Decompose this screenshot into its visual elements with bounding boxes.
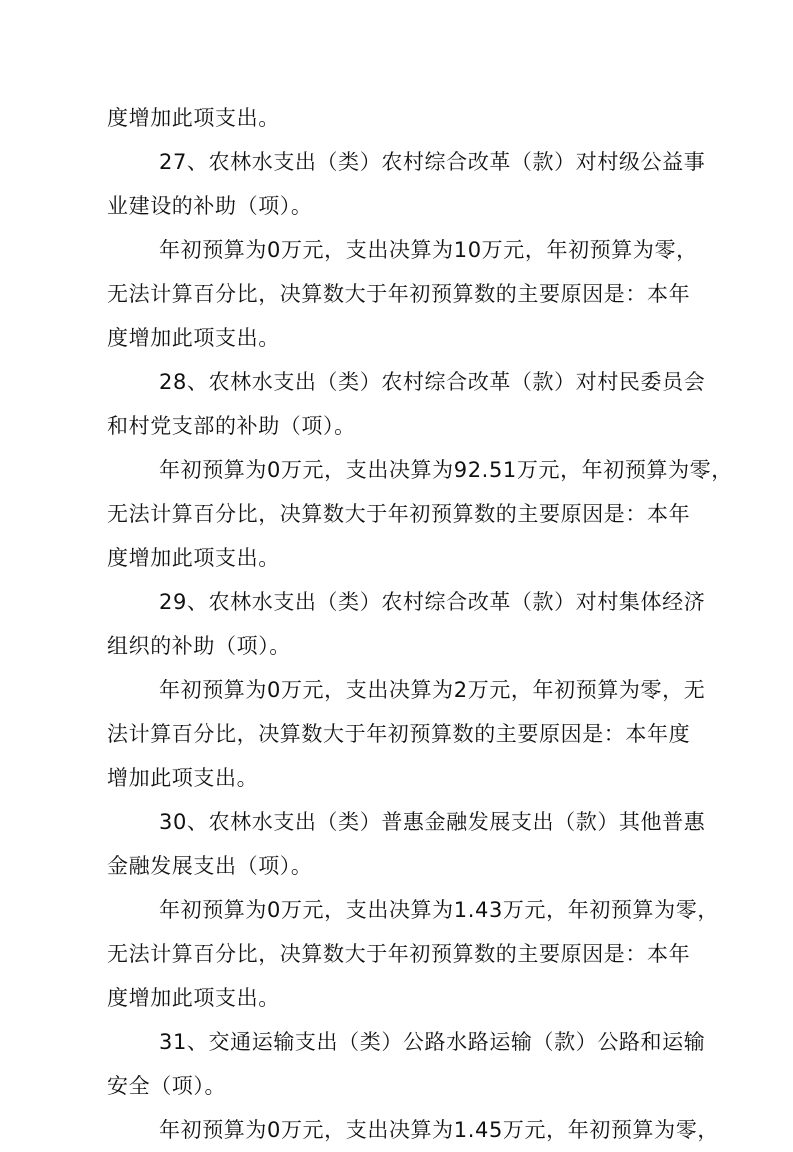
paragraph-start: 年初预算为0万元，支出决算为1.43万元，年初预算为零， bbox=[159, 898, 719, 922]
text-line: 业建设的补助（项）。 bbox=[107, 194, 313, 218]
paragraph-start: 年初预算为0万元，支出决算为10万元，年初预算为零， bbox=[159, 238, 698, 262]
text-line: 度增加此项支出。 bbox=[107, 546, 280, 570]
paragraph-start: 年初预算为0万元，支出决算为1.45万元，年初预算为零， bbox=[159, 1118, 719, 1142]
text-line: 增加此项支出。 bbox=[107, 766, 259, 790]
text-line: 法计算百分比，决算数大于年初预算数的主要原因是：本年度 bbox=[107, 722, 691, 746]
item-heading: 28、农林水支出（类）农村综合改革（款）对村民委员会 bbox=[159, 370, 706, 394]
item-heading: 27、农林水支出（类）农村综合改革（款）对村级公益事 bbox=[159, 150, 706, 174]
paragraph-start: 年初预算为0万元，支出决算为2万元，年初预算为零，无 bbox=[159, 678, 706, 702]
text-line: 金融发展支出（项）。 bbox=[107, 854, 313, 878]
text-line: 度增加此项支出。 bbox=[107, 106, 280, 130]
text-line: 安全（项）。 bbox=[107, 1074, 227, 1098]
text-line: 无法计算百分比，决算数大于年初预算数的主要原因是：本年 bbox=[107, 282, 691, 306]
item-heading: 29、农林水支出（类）农村综合改革（款）对村集体经济 bbox=[159, 590, 706, 614]
text-line: 无法计算百分比，决算数大于年初预算数的主要原因是：本年 bbox=[107, 502, 691, 526]
document-body bbox=[107, 96, 733, 1152]
text-line: 无法计算百分比，决算数大于年初预算数的主要原因是：本年 bbox=[107, 942, 691, 966]
text-line: 度增加此项支出。 bbox=[107, 986, 280, 1010]
paragraph-start: 年初预算为0万元，支出决算为92.51万元，年初预算为零， bbox=[159, 458, 733, 482]
text-line: 组织的补助（项）。 bbox=[107, 634, 291, 658]
item-heading: 31、交通运输支出（类）公路水路运输（款）公路和运输 bbox=[159, 1030, 706, 1054]
text-line: 度增加此项支出。 bbox=[107, 326, 280, 350]
text-line: 和村党支部的补助（项）。 bbox=[107, 414, 356, 438]
item-heading: 30、农林水支出（类）普惠金融发展支出（款）其他普惠 bbox=[159, 810, 706, 834]
